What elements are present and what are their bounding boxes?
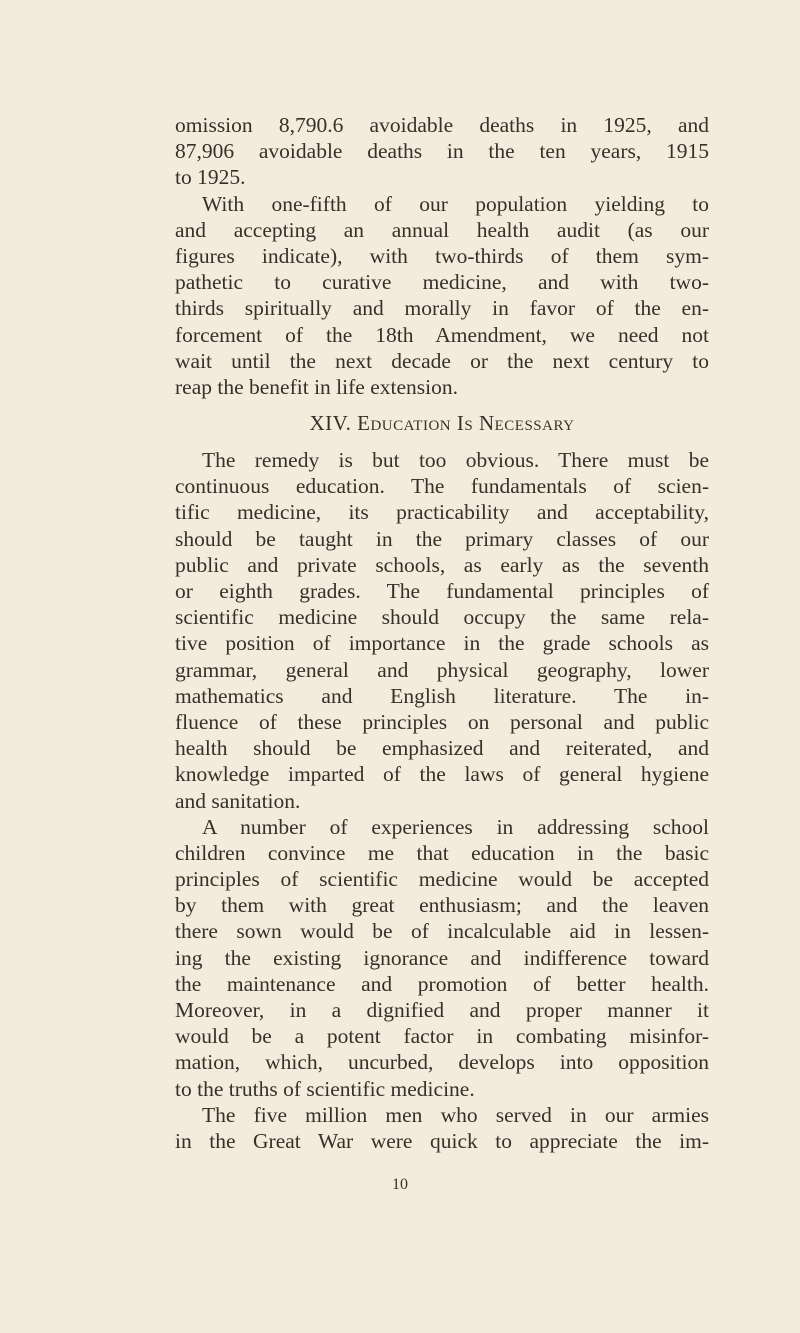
- text-line: the maintenance and promotion of better health.: [175, 971, 709, 996]
- text-line: tive position of importance in the grade schools as: [175, 631, 709, 656]
- text-line: in the Great War were quick to appreciate the im-: [175, 1128, 709, 1153]
- paragraph: [175, 112, 709, 191]
- text-line: there sown would be of incalculable aid in lessen-: [175, 919, 709, 944]
- text-line: With one-fifth of our population yielding to: [202, 191, 709, 216]
- text-after-heading: [175, 447, 709, 1154]
- section-heading: XIV. Education Is Necessary: [309, 411, 575, 436]
- text-line: figures indicate), with two-thirds of them sym-: [175, 243, 709, 268]
- text-line: mathematics and English literature. The in-: [175, 683, 709, 708]
- text-line: would be a potent factor in combating misinfor-: [175, 1024, 709, 1049]
- page-number: 10: [392, 1176, 408, 1193]
- text-line: and accepting an annual health audit (as our: [175, 217, 709, 242]
- text-line: pathetic to curative medicine, and with two-: [175, 270, 709, 295]
- text-line: wait until the next decade or the next century to: [175, 348, 709, 373]
- text-line: omission 8,790.6 avoidable deaths in 1925, and: [175, 113, 709, 137]
- paragraph: [175, 1102, 709, 1154]
- text-line: public and private schools, as early as the seventh: [175, 552, 709, 577]
- text-line: tific medicine, its practicability and acceptability,: [175, 500, 709, 525]
- text-line: 87,906 avoidable deaths in the ten years, 1915: [175, 139, 709, 164]
- text-line: knowledge imparted of the laws of general hygiene: [175, 762, 709, 787]
- text-line: A number of experiences in addressing school: [202, 814, 709, 839]
- text-line: thirds spiritually and morally in favor of the en-: [175, 296, 709, 321]
- text-line: to 1925.: [175, 165, 246, 190]
- text-line: principles of scientific medicine would be accepted: [175, 867, 709, 892]
- text-line: fluence of these principles on personal and public: [175, 709, 709, 734]
- text-line: to the truths of scientific medicine.: [175, 1076, 475, 1101]
- text-line: Moreover, in a dignified and proper manner it: [175, 998, 709, 1022]
- text-line: should be taught in the primary classes of our: [175, 526, 709, 551]
- text-line: The five million men who served in our armies: [202, 1102, 709, 1127]
- text-before-heading: [175, 112, 709, 400]
- text-line: scientific medicine should occupy the same rela-: [175, 605, 709, 630]
- text-line: ing the existing ignorance and indifference toward: [175, 945, 709, 970]
- text-line: grammar, general and physical geography, lower: [175, 657, 709, 682]
- text-line: forcement of the 18th Amendment, we need not: [175, 322, 709, 347]
- paragraph: [175, 191, 709, 401]
- text-line: by them with great enthusiasm; and the leaven: [175, 893, 709, 918]
- page-body: [175, 112, 709, 1154]
- text-line: The remedy is but too obvious. There must be: [202, 448, 709, 473]
- text-line: and sanitation.: [175, 788, 301, 813]
- paragraph: [175, 814, 709, 1102]
- text-line: mation, which, uncurbed, develops into opposition: [175, 1050, 709, 1075]
- paragraph: [175, 447, 709, 814]
- text-line: continuous education. The fundamentals of scien-: [175, 474, 709, 499]
- text-line: reap the benefit in life extension.: [175, 374, 458, 399]
- text-line: health should be emphasized and reiterated, and: [175, 736, 709, 761]
- text-line: or eighth grades. The fundamental principles of: [175, 579, 709, 603]
- text-line: children convince me that education in the basic: [175, 840, 709, 865]
